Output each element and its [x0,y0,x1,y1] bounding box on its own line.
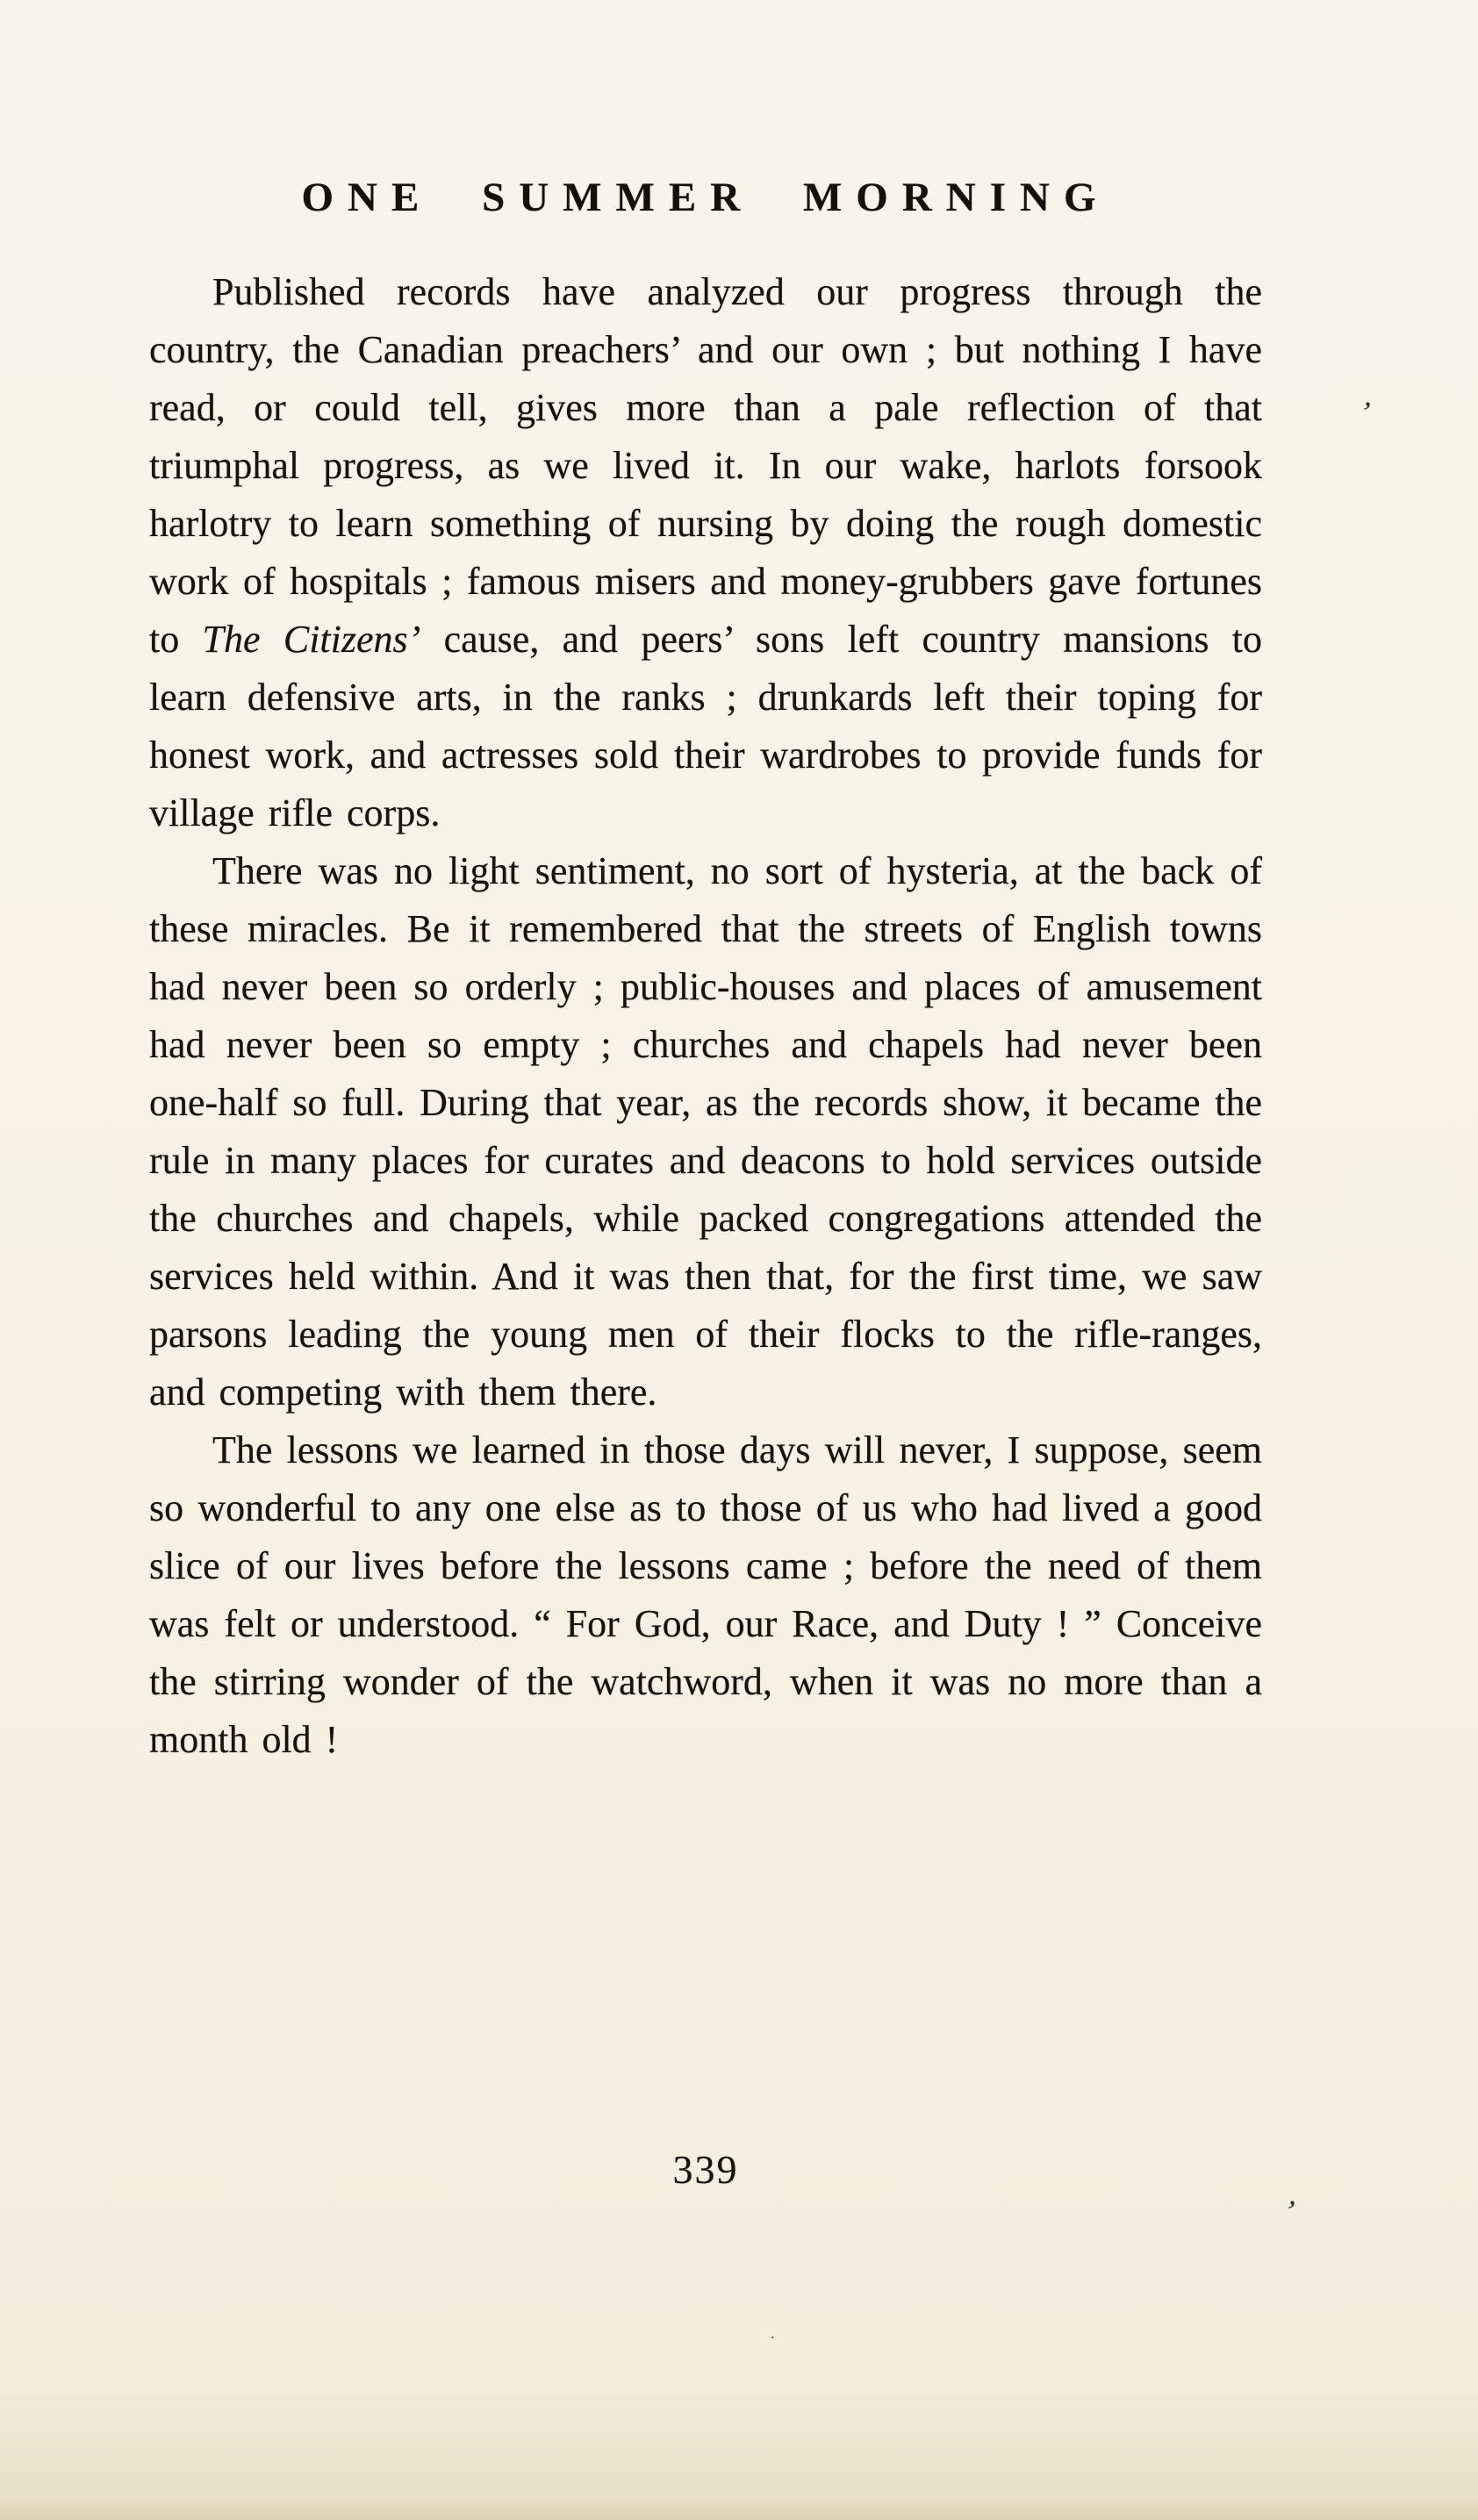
paragraph-1 [149,263,1262,842]
paragraph-2: There was no light sentiment, no sort of hysteria, at the back of these miracles. Be it remembered that the streets of English towns had never been so orderly ; public-houses and places of amusement had never been so empty ; churches and chapels had never been one-half so full. During that year, as the records show, it became the rule in many places for curates and deacons to hold services outside the churches and chapels, while packed congregations attended the services held within. And it was then that, for the first time, we saw parsons leading the young men of their flocks to the rifle-ranges, and competing with them there. [149,849,1262,1414]
paragraph-3: The lessons we learned in those days will never, I suppose, seem so wonderful to any one else as to those of us who had lived a good slice of our lives before the lessons came ; before the need of them was felt or understood. “ For God, our Race, and Duty ! ” Conceive the stirring wonder of the watchword, when it was no more than a month old ! [149,1428,1262,1761]
scan-artifact-speck: . [771,2324,775,2342]
scan-artifact-mark: ’ [1281,2193,1300,2230]
scan-artifact-mark: ’ [1356,394,1375,431]
paragraph-1-text-a: Published records have analyzed our progress through the country, the Canadian preachers’ and our own ; but nothing I have read, or could tell, gives more than a pale reflection of that triumphal progress, as we lived it. In our wake, harlots forsook harlotry to learn something of nursing by doing the rough domestic work of hospitals ; famous misers and money-grubbers gave fortunes to [149,270,1262,661]
text-block [149,263,1262,1769]
page-title: ONE SUMMER MORNING [301,175,1110,220]
paragraph-1-text-b: cause, and peers’ sons left country mansions to learn defensive arts, in the ranks ; drunkards left their toping for honest work, and actresses sold their wardrobes to provide funds for village rifle corps. [149,618,1262,834]
italicized-title-the-citizens: The Citizens’ [202,618,421,661]
page-number: 339 [672,2147,739,2192]
